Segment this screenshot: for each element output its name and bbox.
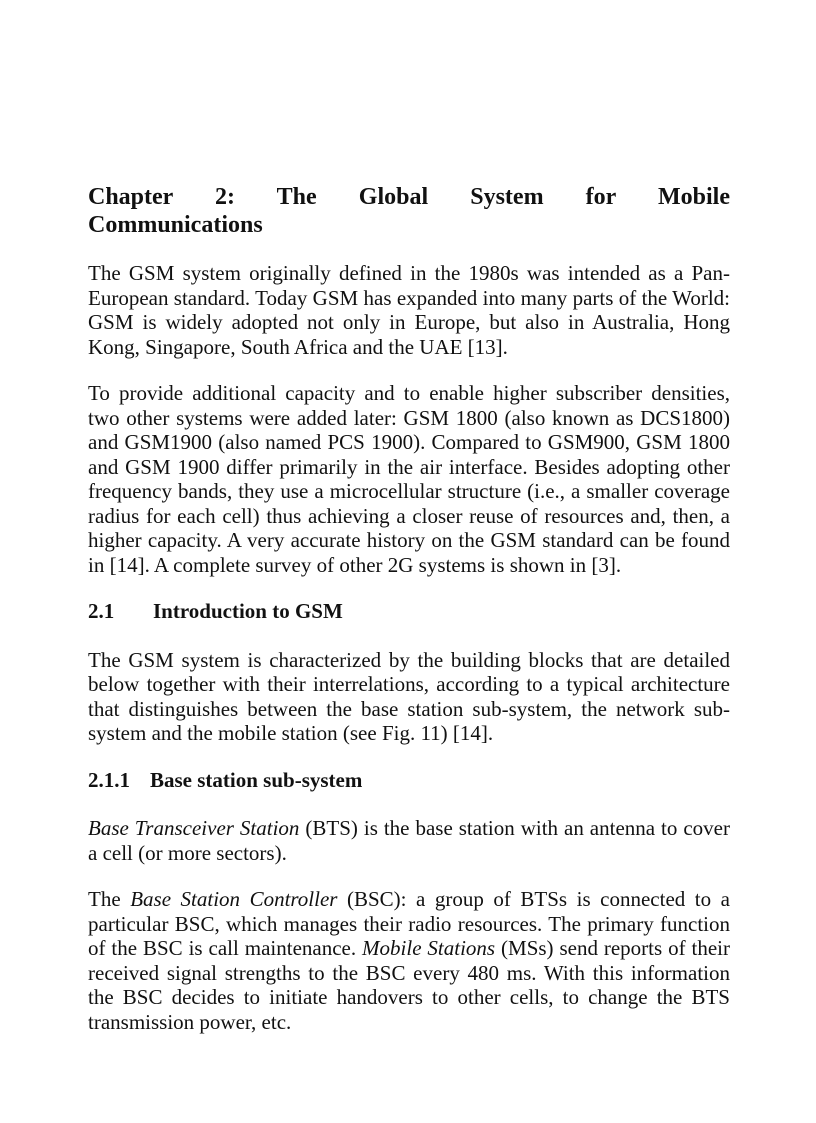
section-number: 2.1 [88, 599, 115, 623]
document-page [88, 183, 730, 1056]
bsc-term: Base Station Controller [130, 887, 338, 911]
bsc-description-tail: (MSs) send reports of their received signal strengths to the BSC every 480 ms. With this information the BSC decides to initiate handovers to other cells, to change the BTS transmission power, etc. [88, 936, 730, 1034]
intro-paragraph-2: To provide additional capacity and to enable higher subscriber densities, two other systems were added later: GSM 1800 (also known as DCS1800) and GSM1900 (also named PCS 1900). Compared to GSM900, GSM 1800 and GSM 1900 differ primarily in the air interface. Besides adopting other frequency bands, they use a microcellular structure (i.e., a smaller coverage radius for each cell) thus achieving a closer reuse of resources and, then, a higher capacity. A very accurate history on the GSM standard can be found in [14]. A complete survey of other 2G systems is shown in [3]. [88, 381, 730, 577]
bts-paragraph [88, 816, 730, 865]
section-title: Introduction to GSM [153, 599, 343, 623]
bsc-paragraph [88, 887, 730, 1034]
bts-description: (BTS) is the base station with an antenna to cover a cell (or more sectors). [88, 816, 730, 865]
chapter-title [88, 183, 730, 239]
chapter-title-line-1: Chapter 2: The Global System for Mobile [88, 184, 730, 210]
subsection-title: Base station sub-system [150, 767, 363, 792]
ms-term: Mobile Stations [362, 936, 496, 960]
chapter-title-line-2: Communications [88, 212, 263, 238]
section-paragraph-1: The GSM system is characterized by the building blocks that are detailed below together with their interrelations, according to a typical architecture that distinguishes between the base station sub-system, the network sub-system and the mobile station (see Fig. 11) [14]. [88, 647, 730, 745]
bsc-lead: The [88, 887, 131, 911]
intro-paragraph-1: The GSM system originally defined in the 1980s was intended as a Pan-European standard. Today GSM has expanded into many parts of the World: GSM is widely adopted not only in Europe, but also in Australia, Hong Kong, Singapore, South Africa and the UAE [13]. [88, 261, 730, 359]
bsc-description: (BSC): a group of BTSs is connected to a particular BSC, which manages their radio resources. The primary function of the BSC is call maintenance. [88, 887, 730, 960]
bts-term: Base Transceiver Station [88, 816, 300, 840]
section-heading [88, 599, 730, 624]
subsection-heading [88, 768, 730, 793]
subsection-number: 2.1.1 [88, 767, 130, 792]
